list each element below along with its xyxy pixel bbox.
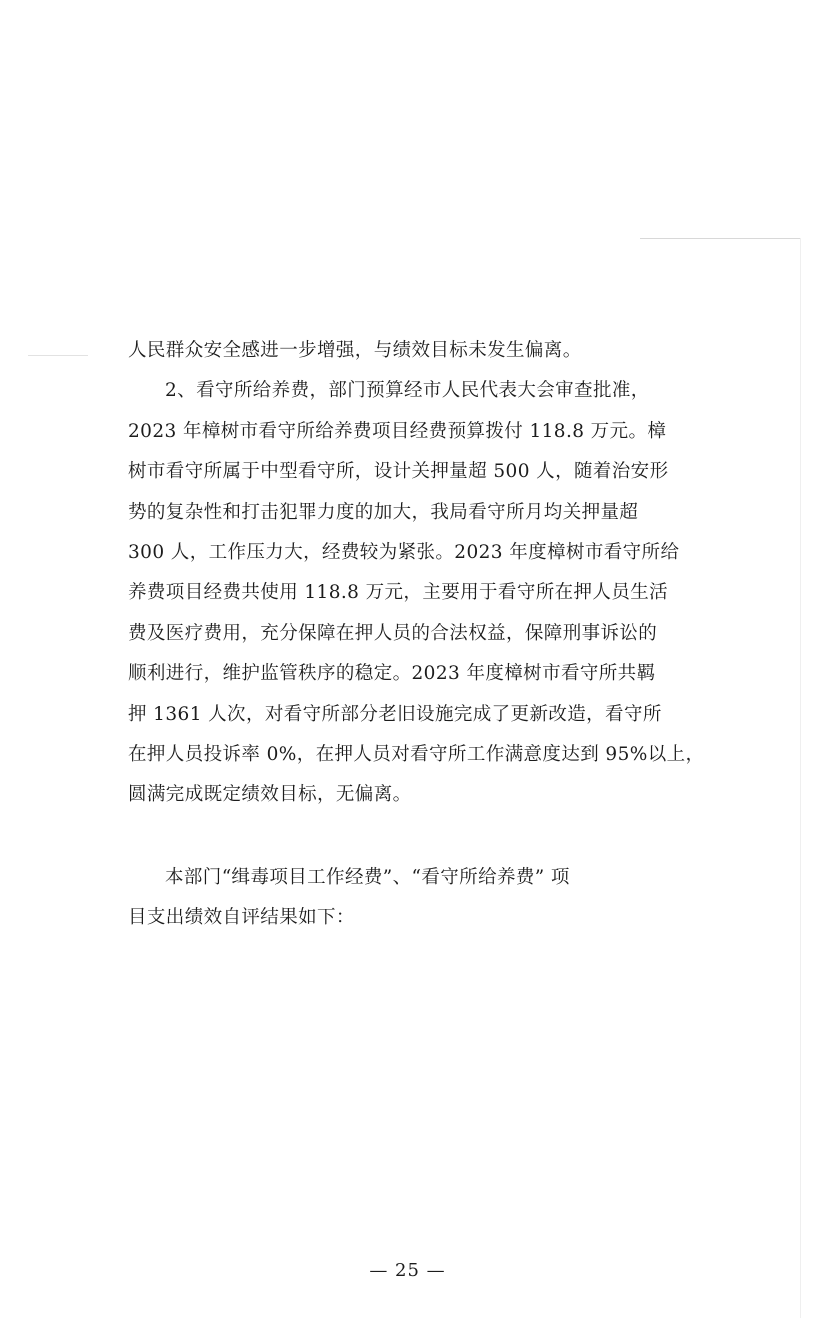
scan-border-line: [640, 238, 800, 239]
text-line: 2023 年樟树市看守所给养费项目经费预算拨付 118.8 万元。樟: [128, 420, 667, 442]
document-body: [128, 331, 705, 938]
text-line: 势的复杂性和打击犯罪力度的加大，我局看守所月均关押量超: [128, 501, 639, 523]
scan-mark-line: [28, 355, 88, 356]
text-line: 本部门“缉毒项目工作经费”、“看守所给养费” 项: [165, 866, 570, 888]
text-line: 300 人，工作压力大，经费较为紧张。2023 年度樟树市看守所给: [128, 541, 680, 563]
text-line: 树市看守所属于中型看守所，设计关押量超 500 人，随着治安形: [128, 461, 669, 483]
text-line: 养费项目经费共使用 118.8 万元，主要用于看守所在押人员生活: [128, 582, 669, 604]
page-number: — 25 —: [369, 1260, 446, 1281]
text-line: 圆满完成既定绩效目标，无偏离。: [128, 784, 412, 806]
paragraph-detention-center-funding: [128, 371, 705, 815]
text-line: 目支出绩效自评结果如下：: [128, 907, 355, 929]
text-line: 费及医疗费用，充分保障在押人员的合法权益，保障刑事诉讼的: [128, 622, 658, 644]
scan-edge-shadow: [800, 238, 801, 1318]
paragraph-evaluation-results-intro: [128, 858, 688, 939]
paragraph-spacing: [128, 816, 688, 858]
text-line: 在押人员投诉率 0%，在押人员对看守所工作满意度达到 95%以上，: [128, 743, 705, 765]
text-line: 押 1361 人次，对看守所部分老旧设施完成了更新改造，看守所: [128, 703, 662, 725]
text-line: 2、看守所给养费，部门预算经市人民代表大会审查批准，: [165, 380, 650, 402]
paragraph-safety-summary: [128, 331, 688, 371]
text-line: 人民群众安全感进一步增强，与绩效目标未发生偏离。: [128, 340, 582, 361]
text-line: 顺利进行，维护监管秩序的稳定。2023 年度樟树市看守所共羁: [128, 663, 656, 685]
